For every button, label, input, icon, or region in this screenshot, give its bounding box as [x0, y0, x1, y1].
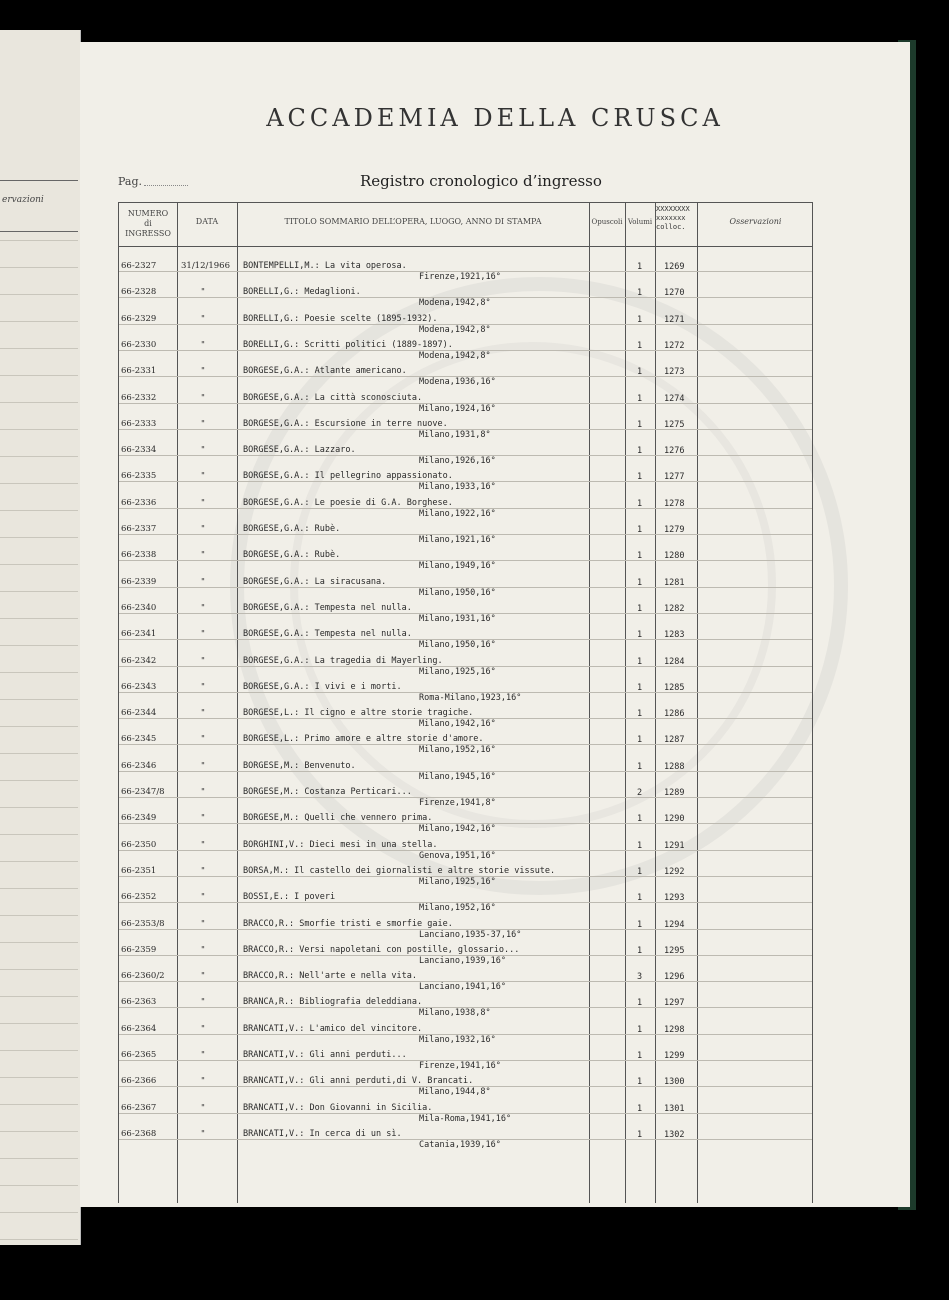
entry-number: 66-2367	[121, 1102, 157, 1113]
entry-collocation: 1298	[664, 1024, 685, 1035]
entry-date: "	[201, 550, 205, 561]
entry-collocation: 1286	[664, 709, 685, 720]
entry-title: BORGESE,L.: Primo amore e altre storie d'amore.	[243, 734, 484, 745]
entry-title: BORGESE,L.: Il cigno e altre storie tragiche.	[243, 708, 474, 719]
entry-place: Milano,1942,16°	[419, 719, 496, 730]
entry-number: 66-2347/8	[121, 787, 165, 797]
entry-place: Mila-Roma,1941,16°	[419, 1113, 512, 1124]
left-page-rule	[0, 834, 78, 835]
entry-volumes: 1	[637, 866, 643, 877]
entry-date: "	[201, 366, 205, 377]
left-page-rule	[0, 1158, 78, 1159]
left-page-rule	[0, 510, 78, 511]
entry-date: "	[201, 576, 205, 587]
entry-title: BORGHINI,V.: Dieci mesi in una stella.	[243, 839, 438, 850]
left-page-header-label: ervazioni	[2, 195, 44, 205]
entry-number: 66-2336	[121, 497, 157, 508]
entry-collocation: 1285	[664, 682, 685, 693]
entry-collocation: 1278	[664, 498, 685, 509]
entry-place: Lanciano,1935-37,16°	[419, 929, 522, 940]
entry-title: BORGESE,M.: Costanza Perticari...	[243, 787, 412, 797]
entry-collocation: 1269	[664, 262, 685, 272]
entry-number: 66-2332	[121, 392, 157, 403]
entry-number: 66-2349	[121, 813, 157, 824]
entry-title: BORGESE,G.A.: Rubè.	[243, 550, 341, 561]
entry-date: "	[201, 971, 205, 982]
entry-title: BORELLI,G.: Medaglioni.	[243, 287, 361, 298]
entry-volumes: 1	[637, 577, 643, 588]
left-page-rule	[0, 537, 78, 538]
entry-volumes: 1	[637, 1103, 643, 1114]
entry-title: BORGESE,G.A.: I vivi e i morti.	[243, 681, 402, 692]
entry-date: "	[201, 918, 205, 929]
entry-date: "	[201, 313, 205, 324]
entry-collocation: 1280	[664, 551, 685, 562]
entry-place: Milano,1945,16°	[419, 771, 496, 782]
entry-place: Milano,1933,16°	[419, 482, 496, 493]
entry-volumes: 1	[637, 893, 643, 904]
entry-place: Roma-Milano,1923,16°	[419, 692, 522, 703]
entry-title: BORSA,M.: Il castello dei giornalisti e altre storie vissute.	[243, 865, 556, 876]
left-page-rule	[0, 1023, 78, 1024]
left-page	[0, 30, 81, 1245]
left-page-rule	[0, 294, 78, 295]
entry-title: BORGESE,M.: Benvenuto.	[243, 760, 356, 771]
entry-place: Lanciano,1939,16°	[419, 955, 506, 966]
left-page-rule	[0, 1077, 78, 1078]
entry-number: 66-2364	[121, 1023, 157, 1034]
left-page-rule	[0, 564, 78, 565]
col-header-numero: NUMERO di INGRESSO	[125, 209, 171, 238]
entry-number: 66-2329	[121, 313, 157, 324]
entry-date: "	[201, 892, 205, 903]
entry-date: "	[201, 1050, 205, 1060]
entry-place: Modena,1942,8°	[419, 298, 491, 309]
entry-volumes: 1	[637, 314, 643, 325]
entry-volumes: 1	[637, 840, 643, 851]
left-page-rule	[0, 402, 78, 403]
col-divider	[697, 203, 698, 1203]
left-page-rule	[0, 942, 78, 943]
entry-date: "	[201, 287, 205, 298]
entry-title: BRANCATI,V.: In cerca di un sì.	[243, 1128, 402, 1139]
entry-number: 66-2346	[121, 760, 157, 771]
entry-date: "	[201, 392, 205, 403]
entry-collocation: 1290	[664, 814, 685, 825]
entry-volumes: 1	[637, 998, 643, 1009]
entry-collocation: 1294	[664, 919, 685, 930]
left-page-rule	[0, 240, 78, 241]
entry-number: 66-2351	[121, 865, 157, 876]
entry-collocation: 1296	[664, 972, 685, 983]
left-page-rule	[0, 1104, 78, 1105]
entry-volumes: 1	[637, 682, 643, 693]
entry-place: Milano,1932,16°	[419, 1034, 496, 1045]
entry-title: BRANCATI,V.: L'amico del vincitore.	[243, 1023, 423, 1034]
entry-number: 66-2327	[121, 261, 157, 271]
entry-number: 66-2333	[121, 418, 157, 429]
entry-date: "	[201, 418, 205, 429]
entry-date: "	[201, 1076, 205, 1087]
col-header-collocazione: XXXXXXXX xxxxxxx colloc.	[656, 205, 690, 231]
entry-place: Milano,1921,16°	[419, 535, 496, 545]
left-page-rule	[0, 861, 78, 862]
entry-date: 31/12/1966	[181, 261, 230, 271]
entry-volumes: 1	[637, 945, 643, 956]
entry-volumes: 1	[637, 525, 643, 535]
entry-collocation: 1274	[664, 393, 685, 404]
entry-number: 66-2350	[121, 839, 157, 850]
entry-date: "	[201, 445, 205, 456]
entry-number: 66-2368	[121, 1128, 157, 1139]
entry-volumes: 1	[637, 551, 643, 562]
col-divider	[625, 203, 626, 1203]
col-divider	[237, 203, 238, 1203]
entry-volumes: 1	[637, 603, 643, 614]
left-page-rule	[0, 375, 78, 376]
left-page-rule	[0, 321, 78, 322]
entry-date: "	[201, 997, 205, 1008]
entry-number: 66-2334	[121, 445, 157, 456]
entry-collocation: 1295	[664, 945, 685, 956]
entry-collocation: 1282	[664, 603, 685, 614]
entry-date: "	[201, 655, 205, 666]
entry-title: BORGESE,G.A.: Rubè.	[243, 524, 341, 534]
entry-date: "	[201, 602, 205, 613]
entry-title: BRACCO,R.: Nell'arte e nella vita.	[243, 971, 417, 982]
left-page-rule	[0, 1050, 78, 1051]
left-page-rule	[0, 483, 78, 484]
entry-number: 66-2365	[121, 1050, 157, 1060]
entry-place: Milano,1949,16°	[419, 561, 496, 572]
entry-title: BORGESE,G.A.: Il pellegrino appassionato.	[243, 471, 453, 482]
left-page-rule	[0, 267, 78, 268]
entry-title: BORGESE,G.A.: Tempesta nel nulla.	[243, 602, 412, 613]
entry-number: 66-2338	[121, 550, 157, 561]
entry-collocation: 1279	[664, 525, 685, 535]
col-header-osservazioni: Osservazioni	[729, 217, 782, 226]
entry-volumes: 1	[637, 761, 643, 772]
entry-place: Milano,1942,16°	[419, 824, 496, 835]
left-page-rule	[0, 645, 78, 646]
entry-volumes: 1	[637, 814, 643, 825]
entry-date: "	[201, 839, 205, 850]
entry-date: "	[201, 497, 205, 508]
left-page-rule	[0, 807, 78, 808]
entry-date: "	[201, 734, 205, 745]
entry-title: BORGESE,G.A.: Escursione in terre nuove.	[243, 418, 448, 429]
entry-date: "	[201, 1023, 205, 1034]
entry-volumes: 1	[637, 340, 643, 351]
entry-number: 66-2339	[121, 576, 157, 587]
left-page-rule	[0, 915, 78, 916]
entry-date: "	[201, 760, 205, 771]
entry-place: Modena,1942,8°	[419, 350, 491, 361]
entry-number: 66-2328	[121, 287, 157, 298]
entry-volumes: 1	[637, 419, 643, 430]
entry-volumes: 1	[637, 656, 643, 667]
entry-collocation: 1297	[664, 998, 685, 1009]
entry-number: 66-2337	[121, 524, 157, 534]
left-page-rule	[0, 618, 78, 619]
entry-title: BORGESE,G.A.: La città sconosciuta.	[243, 392, 423, 403]
left-page-rule	[0, 672, 78, 673]
entry-date: "	[201, 524, 205, 534]
entry-place: Firenze,1941,8°	[419, 798, 496, 808]
entry-place: Lanciano,1941,16°	[419, 982, 506, 993]
entry-place: Milano,1931,8°	[419, 429, 491, 440]
left-page-header	[0, 180, 78, 232]
entry-collocation: 1283	[664, 630, 685, 641]
col-header-opuscoli: Opuscoli	[591, 218, 623, 226]
entry-date: "	[201, 865, 205, 876]
entry-number: 66-2366	[121, 1076, 157, 1087]
entry-title: BONTEMPELLI,M.: La vita operosa.	[243, 261, 407, 271]
entry-date: "	[201, 708, 205, 719]
entry-collocation: 1284	[664, 656, 685, 667]
entry-place: Milano,1926,16°	[419, 456, 496, 467]
col-header-titolo: TITOLO SOMMARIO DELL’OPERA, LUOGO, ANNO DI STAMPA	[284, 217, 542, 226]
left-page-rule	[0, 591, 78, 592]
entry-place: Milano,1925,16°	[419, 666, 496, 677]
entry-date: "	[201, 944, 205, 955]
entry-place: Genova,1951,16°	[419, 850, 496, 861]
entry-place: Milano,1944,8°	[419, 1087, 491, 1098]
entry-title: BRANCATI,V.: Gli anni perduti...	[243, 1050, 407, 1060]
entry-collocation: 1276	[664, 446, 685, 457]
entry-volumes: 1	[637, 288, 643, 299]
page-number-label: Pag.	[118, 175, 143, 188]
entry-collocation: 1299	[664, 1051, 685, 1061]
entry-title: BRANCA,R.: Bibliografia deleddiana.	[243, 997, 423, 1008]
left-page-rule	[0, 726, 78, 727]
col-header-data: DATA	[195, 217, 219, 226]
entry-collocation: 1289	[664, 788, 685, 798]
entry-title: BORGESE,G.A.: La tragedia di Mayerling.	[243, 655, 443, 666]
entry-number: 66-2340	[121, 602, 157, 613]
entry-place: Firenze,1921,16°	[419, 272, 501, 282]
entry-collocation: 1293	[664, 893, 685, 904]
entry-place: Milano,1931,16°	[419, 613, 496, 624]
entry-collocation: 1271	[664, 314, 685, 325]
register-subtitle: Registro cronologico d’ingresso	[360, 172, 602, 190]
register-table	[118, 202, 813, 1203]
entry-number: 66-2353/8	[121, 918, 165, 929]
entry-volumes: 1	[637, 709, 643, 720]
entry-date: "	[201, 629, 205, 640]
entry-collocation: 1273	[664, 367, 685, 378]
entry-volumes: 1	[637, 1129, 643, 1140]
entry-title: BORGESE,G.A.: La siracusana.	[243, 576, 387, 587]
entry-title: BRACCO,R.: Smorfie tristi e smorfie gaie.	[243, 918, 453, 929]
entry-title: BORGESE,G.A.: Le poesie di G.A. Borghese.	[243, 497, 453, 508]
entry-volumes: 1	[637, 735, 643, 746]
entry-volumes: 1	[637, 1077, 643, 1088]
col-divider	[655, 203, 656, 1203]
entry-title: BORGESE,G.A.: Tempesta nel nulla.	[243, 629, 412, 640]
entry-volumes: 2	[637, 788, 643, 798]
entry-volumes: 1	[637, 367, 643, 378]
entry-title: BOSSI,E.: I poveri	[243, 892, 336, 903]
entry-number: 66-2345	[121, 734, 157, 745]
entry-date: "	[201, 681, 205, 692]
entry-volumes: 1	[637, 498, 643, 509]
entry-collocation: 1277	[664, 472, 685, 483]
left-page-rule	[0, 1239, 78, 1240]
entry-title: BRANCATI,V.: Gli anni perduti,di V. Brancati.	[243, 1076, 474, 1087]
entry-collocation: 1291	[664, 840, 685, 851]
entry-volumes: 1	[637, 262, 643, 272]
entry-place: Milano,1922,16°	[419, 508, 496, 519]
entry-date: "	[201, 471, 205, 482]
entry-number: 66-2335	[121, 471, 157, 482]
entry-number: 66-2352	[121, 892, 157, 903]
left-page-rule	[0, 780, 78, 781]
left-page-rule	[0, 456, 78, 457]
entry-place: Milano,1925,16°	[419, 876, 496, 887]
entry-title: BRANCATI,V.: Don Giovanni in Sicilia.	[243, 1102, 433, 1113]
entry-place: Milano,1952,16°	[419, 745, 496, 756]
entry-volumes: 1	[637, 393, 643, 404]
register-page	[80, 42, 910, 1207]
entry-number: 66-2363	[121, 997, 157, 1008]
entry-volumes: 1	[637, 919, 643, 930]
entry-volumes: 1	[637, 446, 643, 457]
entry-place: Milano,1924,16°	[419, 403, 496, 414]
entry-title: BORELLI,G.: Scritti politici (1889-1897).	[243, 339, 453, 350]
left-page-rule	[0, 969, 78, 970]
entry-title: BORGESE,G.A.: Lazzaro.	[243, 445, 356, 456]
entry-volumes: 1	[637, 472, 643, 483]
entry-place: Milano,1950,16°	[419, 640, 496, 651]
left-page-rule	[0, 888, 78, 889]
entry-number: 66-2360/2	[121, 971, 165, 982]
table-header	[119, 203, 812, 247]
page-number-field	[144, 185, 188, 186]
entry-title: BRACCO,R.: Versi napoletani con postille, glossario...	[243, 944, 520, 955]
left-page-rule	[0, 699, 78, 700]
entry-number: 66-2342	[121, 655, 157, 666]
entry-place: Modena,1936,16°	[419, 377, 496, 388]
entry-number: 66-2343	[121, 681, 157, 692]
entry-place: Firenze,1941,16°	[419, 1061, 501, 1071]
entry-volumes: 1	[637, 1024, 643, 1035]
left-page-rule	[0, 1185, 78, 1186]
entry-volumes: 1	[637, 630, 643, 641]
col-divider	[177, 203, 178, 1203]
entry-collocation: 1272	[664, 340, 685, 351]
entry-collocation: 1275	[664, 419, 685, 430]
entry-place: Milano,1952,16°	[419, 903, 496, 914]
entry-collocation: 1292	[664, 866, 685, 877]
entry-collocation: 1301	[664, 1103, 685, 1114]
entry-collocation: 1287	[664, 735, 685, 746]
entry-collocation: 1302	[664, 1129, 685, 1140]
left-page-rule	[0, 1131, 78, 1132]
entry-number: 66-2331	[121, 366, 157, 377]
entry-collocation: 1300	[664, 1077, 685, 1088]
entry-date: "	[201, 1128, 205, 1139]
entry-date: "	[201, 787, 205, 797]
entry-collocation: 1270	[664, 288, 685, 299]
page-title: ACCADEMIA DELLA CRUSCA	[266, 104, 724, 132]
entry-title: BORELLI,G.: Poesie scelte (1895-1932).	[243, 313, 438, 324]
entry-place: Catania,1939,16°	[419, 1139, 501, 1150]
entry-number: 66-2341	[121, 629, 157, 640]
col-divider	[589, 203, 590, 1203]
entry-date: "	[201, 813, 205, 824]
entry-collocation: 1281	[664, 577, 685, 588]
left-page-rule	[0, 1212, 78, 1213]
entry-title: BORGESE,G.A.: Atlante americano.	[243, 366, 407, 377]
entry-number: 66-2330	[121, 339, 157, 350]
entry-collocation: 1288	[664, 761, 685, 772]
entry-place: Milano,1950,16°	[419, 587, 496, 598]
entry-date: "	[201, 1102, 205, 1113]
entry-date: "	[201, 339, 205, 350]
left-page-rule	[0, 348, 78, 349]
left-page-rule	[0, 753, 78, 754]
entry-volumes: 3	[637, 972, 643, 983]
entry-number: 66-2359	[121, 944, 157, 955]
entry-place: Modena,1942,8°	[419, 324, 491, 335]
entry-volumes: 1	[637, 1051, 643, 1061]
entry-number: 66-2344	[121, 708, 157, 719]
left-page-rule	[0, 429, 78, 430]
col-header-volumi: Volumi	[627, 218, 653, 226]
left-page-rule	[0, 996, 78, 997]
entry-place: Milano,1938,8°	[419, 1008, 491, 1019]
entry-title: BORGESE,M.: Quelli che vennero prima.	[243, 813, 433, 824]
